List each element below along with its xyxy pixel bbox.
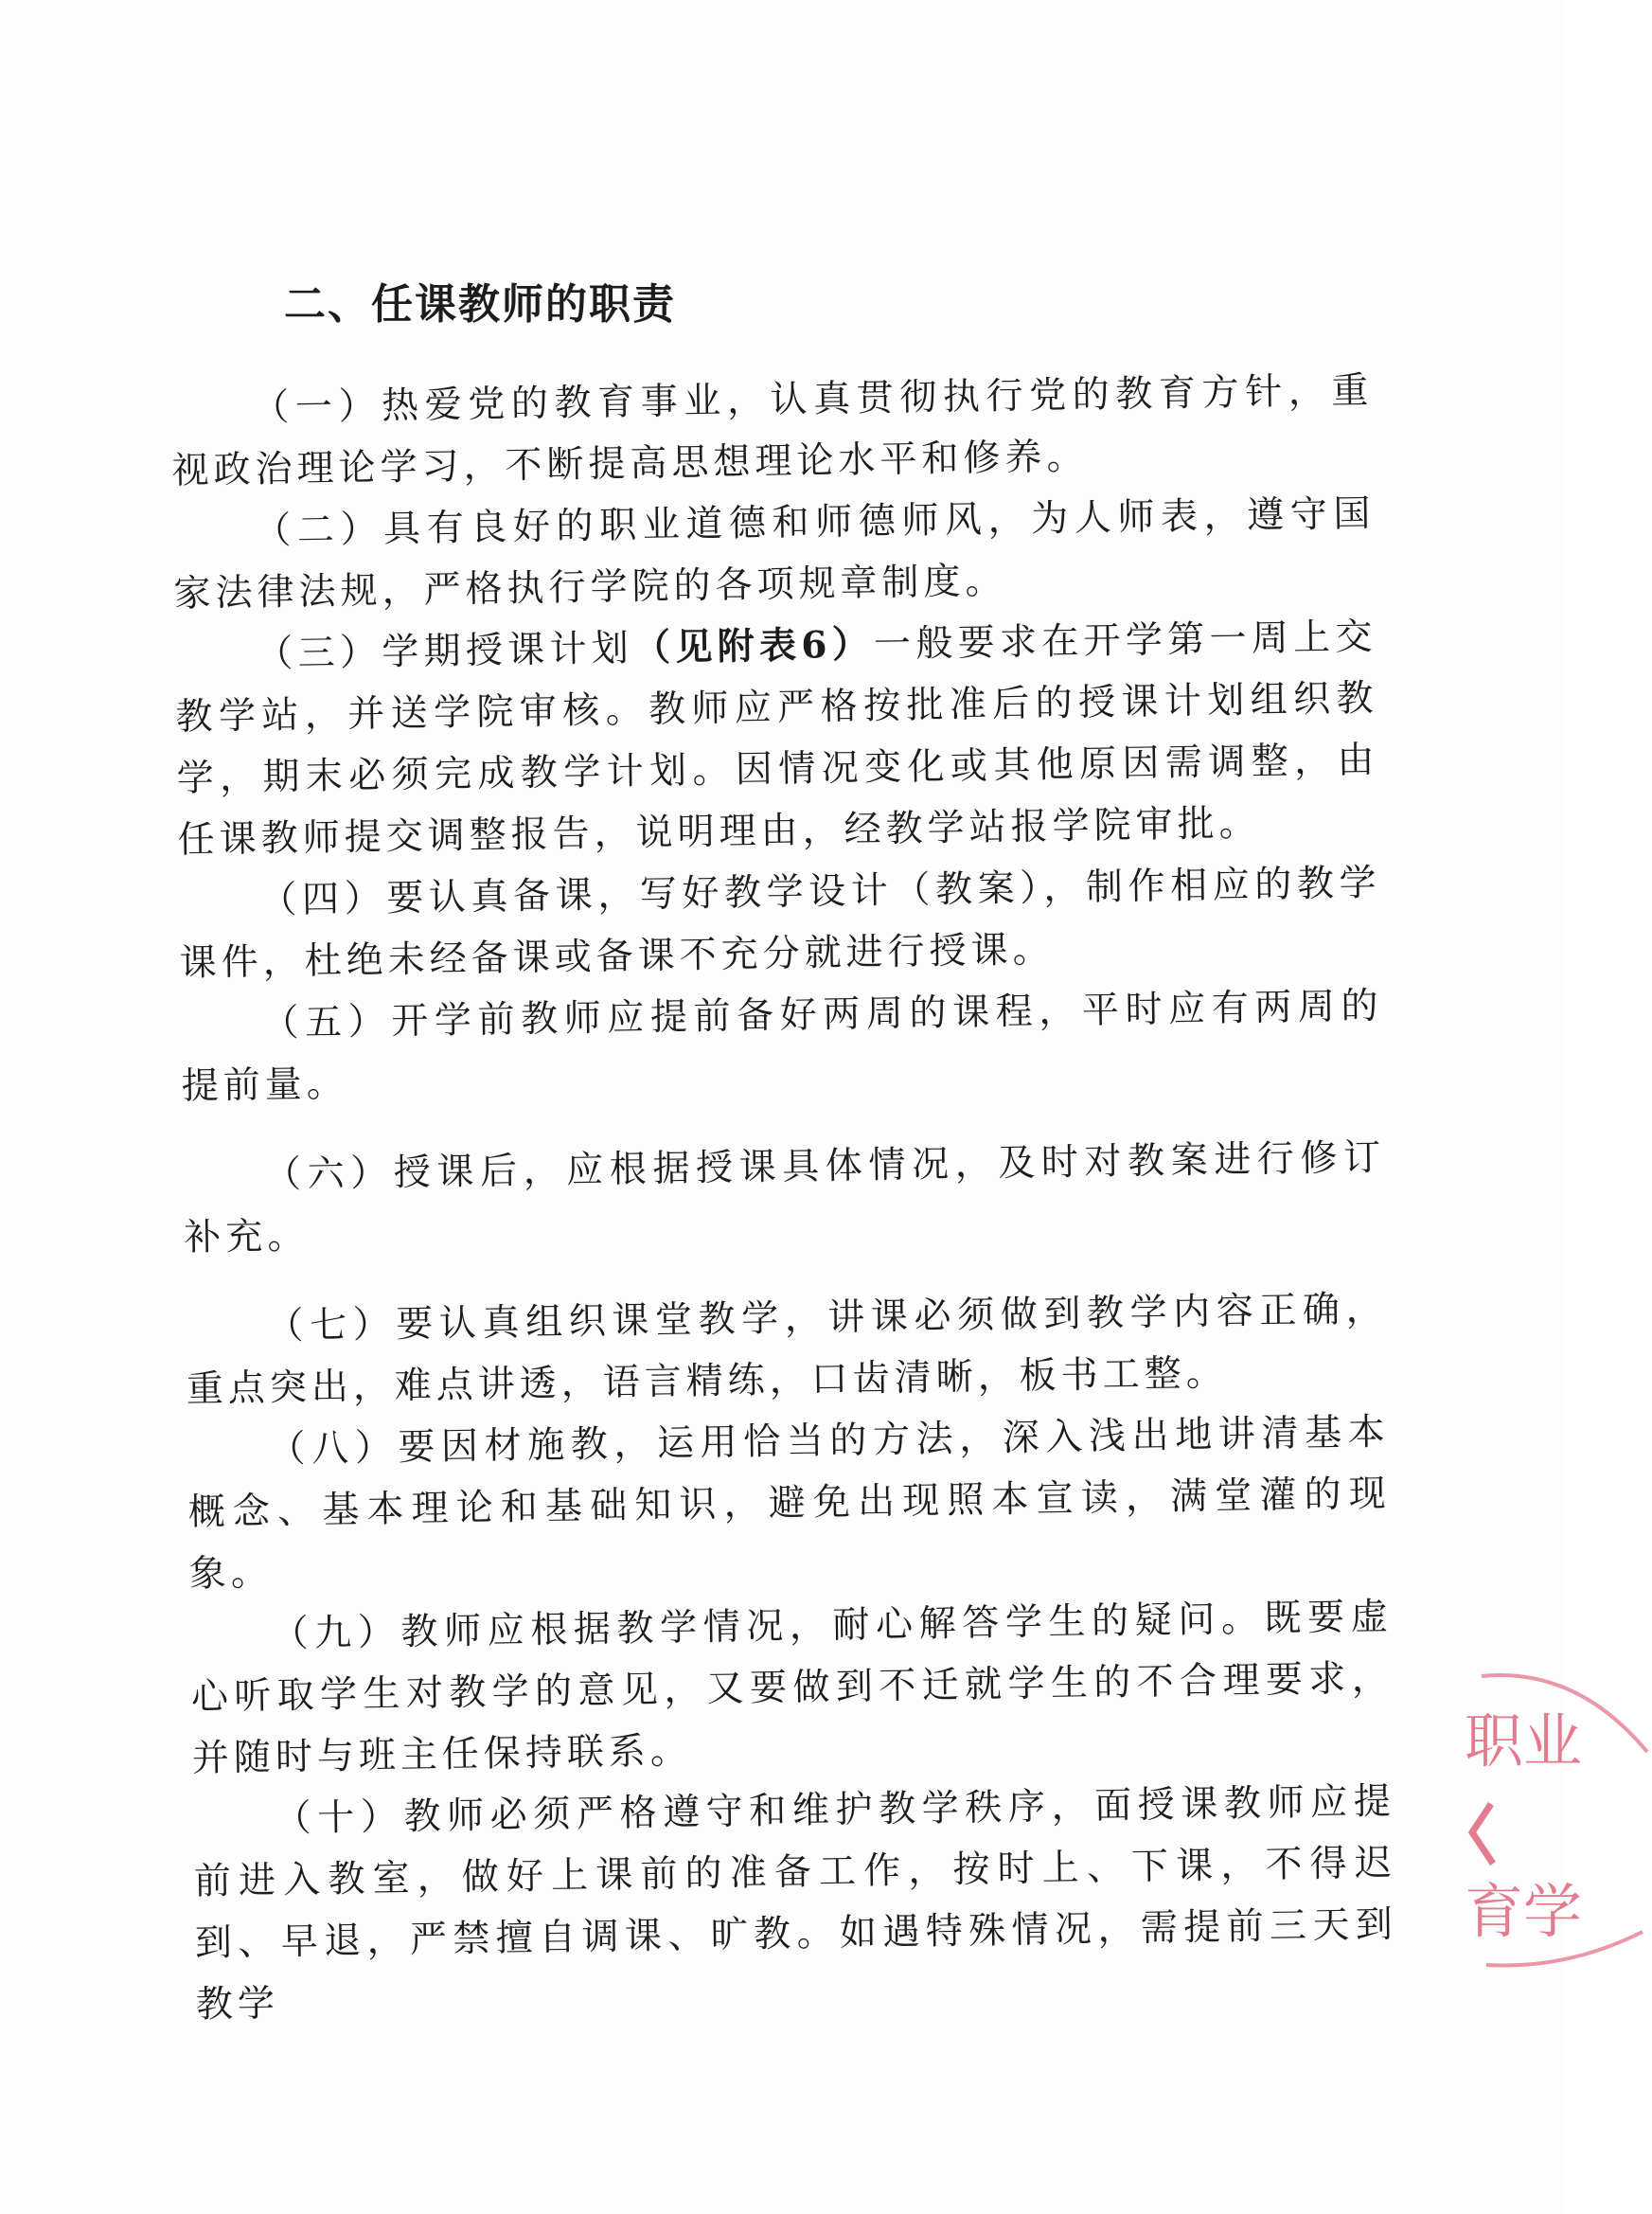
body-text bbox=[170, 360, 1398, 2036]
paragraph-1: （一）热爱党的教育事业，认真贯彻执行党的教育方针，重视政治理论学习，不断提高思想理论水平和修养。 bbox=[171, 369, 1374, 492]
appendix-reference: （见附表6） bbox=[632, 622, 875, 670]
paragraph-3 bbox=[174, 606, 1380, 871]
seal-text-bottom: 育学 bbox=[1465, 1877, 1583, 1946]
official-seal bbox=[1463, 1648, 1652, 1989]
paragraph-3-rest: 一般要求在开学第一周上交教学站，并送学院审核。教师应严格按批准后的授课计划组织教学，期末必须完成教学计划。因情况变化或其他原因需调整，由任课教师提交调整报告，说明理由，经教学站报学院审批。 bbox=[175, 616, 1379, 862]
paragraph-8: （八）要因材施教，运用恰当的方法，深入浅出地讲清基本概念、基本理论和基础知识，避免出现照本宣读，满堂灌的现象。 bbox=[187, 1410, 1392, 1596]
paragraph-10: （十）教师必须严格遵守和维护教学秩序，面授课教师应提前进入教室，做好上课前的准备工作，按时上、下课，不得迟到、早退，严禁擅自调课、旷教。如遇特殊情况，需提前三天到教学 bbox=[193, 1779, 1398, 2027]
paragraph-9: （九）教师应根据教学情况，耐心解答学生的疑问。既要虚心听取学生对教学的意见，又要做到不迁就学生的不合理要求，并随时与班主任保持联系。 bbox=[190, 1595, 1394, 1780]
paragraph-3-start: （三）学期授课计划 bbox=[256, 627, 634, 676]
section-heading: 二、任课教师的职责 bbox=[284, 280, 676, 329]
seal-graphic bbox=[1463, 1648, 1652, 1989]
paragraph-4: （四）要认真备课，写好教学设计（教案），制作相应的教学课件，杜绝未经备课或备课不充分就进行授课。 bbox=[179, 861, 1381, 985]
seal-text-top: 职业 bbox=[1465, 1706, 1583, 1776]
paragraph-6: （六）授课后，应根据授课具体情况，及时对教案进行修订补充。 bbox=[183, 1135, 1386, 1259]
paragraph-2: （二）具有良好的职业道德和师德师风，为人师表，遵守国家法律法规，严格执行学院的各项规章制度。 bbox=[173, 492, 1376, 616]
paragraph-7: （七）要认真组织课堂教学，讲课必须做到教学内容正确，重点突出，难点讲透，语言精练，口齿清晰，板书工整。 bbox=[186, 1287, 1388, 1411]
paragraph-5: （五）开学前教师应提前备好两周的课程，平时应有两周的提前量。 bbox=[181, 984, 1383, 1108]
